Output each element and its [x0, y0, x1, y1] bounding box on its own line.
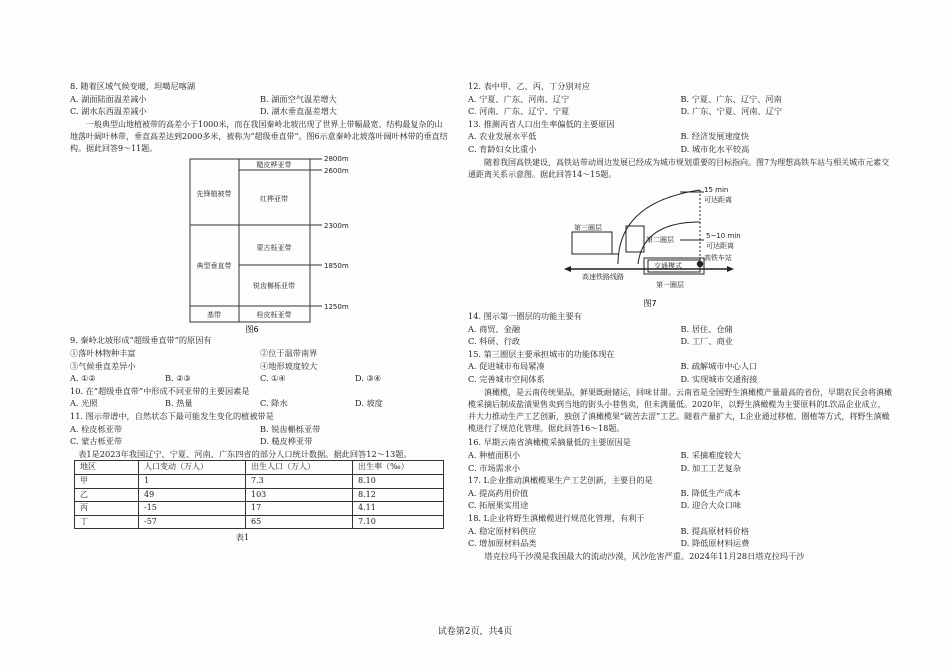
option: D. 城市化水平较高 — [680, 143, 750, 154]
table-cell: 甲 — [75, 474, 139, 488]
option: A. 湖面陆面温差减小 — [70, 93, 147, 104]
option: D. 实现城市交通衔接 — [680, 373, 758, 384]
option: B. 湖面空气温差增大 — [260, 93, 337, 104]
question-14-options — [468, 323, 893, 336]
passage-19-intro: 塔克拉玛干沙漠是我国最大的流动沙漠，风沙危害严重。2024年11月28日塔克拉玛干沙 — [484, 550, 805, 561]
option: C. 市场需求小 — [468, 462, 521, 473]
fig6-label-pioneer: 先锋植被带 — [196, 190, 232, 199]
figure-7-station-diagram — [468, 182, 893, 310]
fig6-label-typical: 典型垂直带 — [196, 262, 232, 271]
question-17-options — [468, 499, 893, 512]
fig6-zone-4: 蒙古栎亚带 — [256, 244, 292, 253]
fig7-label-510min: 5~10 min — [706, 231, 741, 240]
fig6-elev-1850: 1850m — [324, 262, 349, 271]
table-cell: -57 — [139, 515, 246, 529]
fig7-label-station: 高铁车站 — [704, 253, 732, 262]
table-1 — [74, 460, 444, 529]
item: ①落叶林物种丰富 — [70, 347, 136, 358]
fig7-label-ring2: 第二圈层 — [646, 235, 674, 244]
table-cell: 1 — [139, 474, 246, 488]
option: A. 提高药用价值 — [468, 487, 529, 498]
passage-14-15: 随着我国高铁建设，高铁站带动周边发展已经成为城市规划重要的目标指向。图7为理想高铁车站与相关城市元素交通距离关系示意图。据此回答14～15题。 — [468, 157, 890, 179]
table-cell: 65 — [246, 515, 353, 529]
table-header: 人口变动（万人） — [139, 461, 246, 475]
option: C. 增加原材料品类 — [468, 538, 537, 549]
table-cell: 7.3 — [246, 474, 353, 488]
fig6-zone-5: 锐齿槲栎亚带 — [253, 282, 295, 291]
table-row — [75, 474, 444, 488]
question-14-options — [468, 335, 893, 348]
fig6-zone-6: 栓皮栎亚带 — [256, 311, 292, 320]
question-9-items — [70, 360, 450, 373]
option: D. ③④ — [355, 373, 382, 384]
table-cell: 17 — [246, 502, 353, 516]
fig7-label-reach2: 可达距离 — [706, 241, 734, 250]
question-9-items — [70, 347, 450, 360]
option: D. 湖水垂直温差增大 — [260, 106, 337, 117]
option: B. 采摘难度较大 — [680, 449, 741, 460]
option: A. 栓皮栎亚带 — [70, 423, 123, 434]
option: A. ①② — [70, 373, 96, 384]
page-footer: 试卷第2页，共4页 — [437, 627, 513, 637]
option: D. 广东、宁夏、河南、辽宁 — [680, 106, 783, 117]
question-15-stem: 15. 第三圈层主要承担城市的功能体现在 — [468, 348, 615, 359]
figure-6-vegetation-diagram — [70, 156, 450, 334]
option: B. 宁夏、广东、辽宁、河南 — [680, 93, 782, 104]
table-cell: 丁 — [75, 515, 139, 529]
fig7-label-railway: 高速铁路线路 — [582, 272, 624, 281]
question-16-options — [468, 449, 893, 462]
fig6-caption: 图6 — [245, 325, 259, 335]
fig6-label-base: 基带 — [207, 311, 221, 320]
option: C. 拓展果实用途 — [468, 500, 529, 511]
table-cell: 103 — [246, 488, 353, 502]
question-9-options — [70, 372, 450, 385]
option: A. 种植面积小 — [468, 449, 521, 460]
fig7-label-ring1: 第一圈层 — [656, 280, 684, 289]
fig7-ring2-box — [626, 226, 644, 252]
question-16-stem: 16. 早期云南省滇橄榄采摘量低的主要原因是 — [468, 437, 631, 448]
fig6-elev-1250: 1250m — [324, 303, 349, 312]
table-1-caption: 表1 — [235, 532, 250, 543]
option: B. 锐齿槲栎亚带 — [260, 423, 321, 434]
option: B. 热量 — [165, 398, 193, 409]
question-14-stem: 14. 图示第一圈层的功能主要有 — [468, 310, 582, 321]
option: B. 提高原材料价格 — [680, 525, 750, 536]
fig7-arc-outer — [618, 190, 700, 264]
option: D. 工厂、商业 — [680, 336, 733, 347]
left-column — [70, 80, 450, 547]
question-12-stem: 12. 表中甲、乙、丙、丁分别对应 — [468, 81, 591, 91]
table-intro: 表1是2023年我国辽宁、宁夏、河南、广东四省的部分人口统计数据。据此回答12～13题。 — [78, 448, 412, 459]
question-15-options — [468, 373, 893, 386]
fig6-zone-2: 红桦亚带 — [260, 195, 288, 204]
option: C. ①④ — [260, 373, 286, 384]
question-9-stem: 9. 秦岭北坡形成“超级垂直带”的原因有 — [70, 335, 212, 346]
option: B. 经济发展速度快 — [680, 131, 750, 142]
fig7-caption: 图7 — [643, 298, 657, 308]
table-cell: 8.12 — [353, 488, 444, 502]
option: A. 光照 — [70, 398, 98, 409]
fig7-label-ring3: 第三圈层 — [574, 223, 602, 232]
question-11-stem: 11. 图示带谱中，自然状态下最可能发生变化的植被带是 — [70, 410, 274, 421]
option: C. 育龄妇女比重小 — [468, 143, 537, 154]
table-cell: 4.11 — [353, 502, 444, 516]
option: D. 迎合大众口味 — [680, 500, 742, 511]
option: C. 科研、行政 — [468, 336, 521, 347]
table-row — [75, 515, 444, 529]
table-header-row — [75, 461, 444, 475]
table-cell: 8.10 — [353, 474, 444, 488]
item: ②位于温带南界 — [260, 347, 318, 358]
question-11-options — [70, 435, 450, 448]
question-17-stem: 17. L企业推动滇橄榄果生产工艺创新，主要目的是 — [468, 475, 653, 486]
question-13-options — [468, 130, 893, 143]
option: B. ②③ — [165, 373, 191, 384]
fig7-station-dot — [697, 261, 703, 267]
table-header: 出生率（‰） — [353, 461, 444, 475]
option: A. 商贸、金融 — [468, 323, 521, 334]
table-cell: 丙 — [75, 502, 139, 516]
question-8-options — [70, 93, 450, 106]
question-10-stem: 10. 在“超级垂直带”中形成不同亚带的主要因素是 — [70, 385, 250, 396]
option: D. 加工工艺复杂 — [680, 462, 742, 473]
passage-16-18: 滇橄榄，是云南传统果品，鲜果既耐储运，回味甘甜。云南省是全国野生滇橄榄产量最高的省份，早期农民会将滇橄榄采摘后制成盐渍果售卖到当地的街头小巷售卖，但未满量低。2020年，以野生滇橄榄为主要原料的L饮品企业成立，并大力推动生产工艺创新，独创了滇橄榄果“破苦去涩”工艺。随着产量扩大，L企业通过移植、圈植等方式，将野生滇橄榄进行了规范化管理。据此回答16～18题。 — [468, 387, 892, 434]
question-11-options — [70, 423, 450, 436]
item: ④地形坡度较大 — [260, 360, 318, 371]
fig7-ring3-box — [572, 232, 612, 254]
fig7-arrow-right — [727, 266, 734, 272]
question-13-stem: 13. 推测丙省人口出生率偏低的主要原因 — [468, 118, 615, 129]
option: C. 完善城市空间体系 — [468, 373, 545, 384]
fig6-frame — [190, 159, 310, 322]
table-cell: 乙 — [75, 488, 139, 502]
option: D. 糙皮桦亚带 — [260, 436, 313, 447]
fig7-label-15min: 15 min — [704, 185, 729, 194]
option: C. 降水 — [260, 398, 288, 409]
option: C. 河南、广东、辽宁、宁夏 — [468, 106, 570, 117]
fig7-label-reach1: 可达距离 — [704, 195, 732, 204]
item: ③气候垂直差异小 — [70, 360, 136, 371]
table-cell: 7.10 — [353, 515, 444, 529]
table-row — [75, 502, 444, 516]
option: A. 宁夏、广东、河南、辽宁 — [468, 93, 570, 104]
fig6-elev-2800: 2800m — [324, 156, 349, 164]
table-row — [75, 488, 444, 502]
question-12-options — [468, 105, 893, 118]
table-cell: 49 — [139, 488, 246, 502]
option: B. 居住、仓储 — [680, 323, 733, 334]
question-12-options — [468, 93, 893, 106]
question-13-options — [468, 143, 893, 156]
table-cell: -15 — [139, 502, 246, 516]
option: A. 稳定原材料供应 — [468, 525, 537, 536]
fig6-elev-2600: 2600m — [324, 167, 349, 176]
fig7-arrow-left — [564, 266, 571, 272]
fig6-elev-2300: 2300m — [324, 222, 349, 231]
question-8-options — [70, 105, 450, 118]
right-column — [468, 80, 893, 562]
passage-9-11: 一般典型山地植被带的高差小于1000米，而在我国秦岭北坡出现了世界上带幅最宽、结构最复杂的山地落叶阔叶林带，垂直高差达到2000多米，被称为“超级垂直带”。图6示意秦岭北坡落叶阔叶林带的垂直结构。据此回答9～11题。 — [70, 119, 448, 154]
question-16-options — [468, 462, 893, 475]
option: D. 降低原材料运费 — [680, 538, 750, 549]
question-18-options — [468, 537, 893, 550]
fig7-label-hub: 交通模式 — [654, 261, 682, 270]
question-15-options — [468, 360, 893, 373]
table-header: 出生人口（万人） — [246, 461, 353, 475]
fig6-zone-1: 糙皮桦亚带 — [256, 161, 292, 170]
option: B. 疏解城市中心人口 — [680, 361, 758, 372]
option: B. 降低生产成本 — [680, 487, 741, 498]
option: A. 农业发展水平低 — [468, 131, 537, 142]
table-header: 地区 — [75, 461, 139, 475]
question-10-options — [70, 397, 450, 410]
question-18-options — [468, 525, 893, 538]
option: C. 湖水东西温差减小 — [70, 106, 147, 117]
option: A. 促进城市布局紧凑 — [468, 361, 545, 372]
question-17-options — [468, 487, 893, 500]
question-8-stem: 8. 随着区域气候变暖，坦噶尼喀湖 — [70, 81, 196, 91]
option: C. 蒙古栎亚带 — [70, 436, 123, 447]
option: D. 坡度 — [355, 398, 383, 409]
question-18-stem: 18. L企业将野生滇橄榄进行规范化管理，有利于 — [468, 512, 645, 523]
